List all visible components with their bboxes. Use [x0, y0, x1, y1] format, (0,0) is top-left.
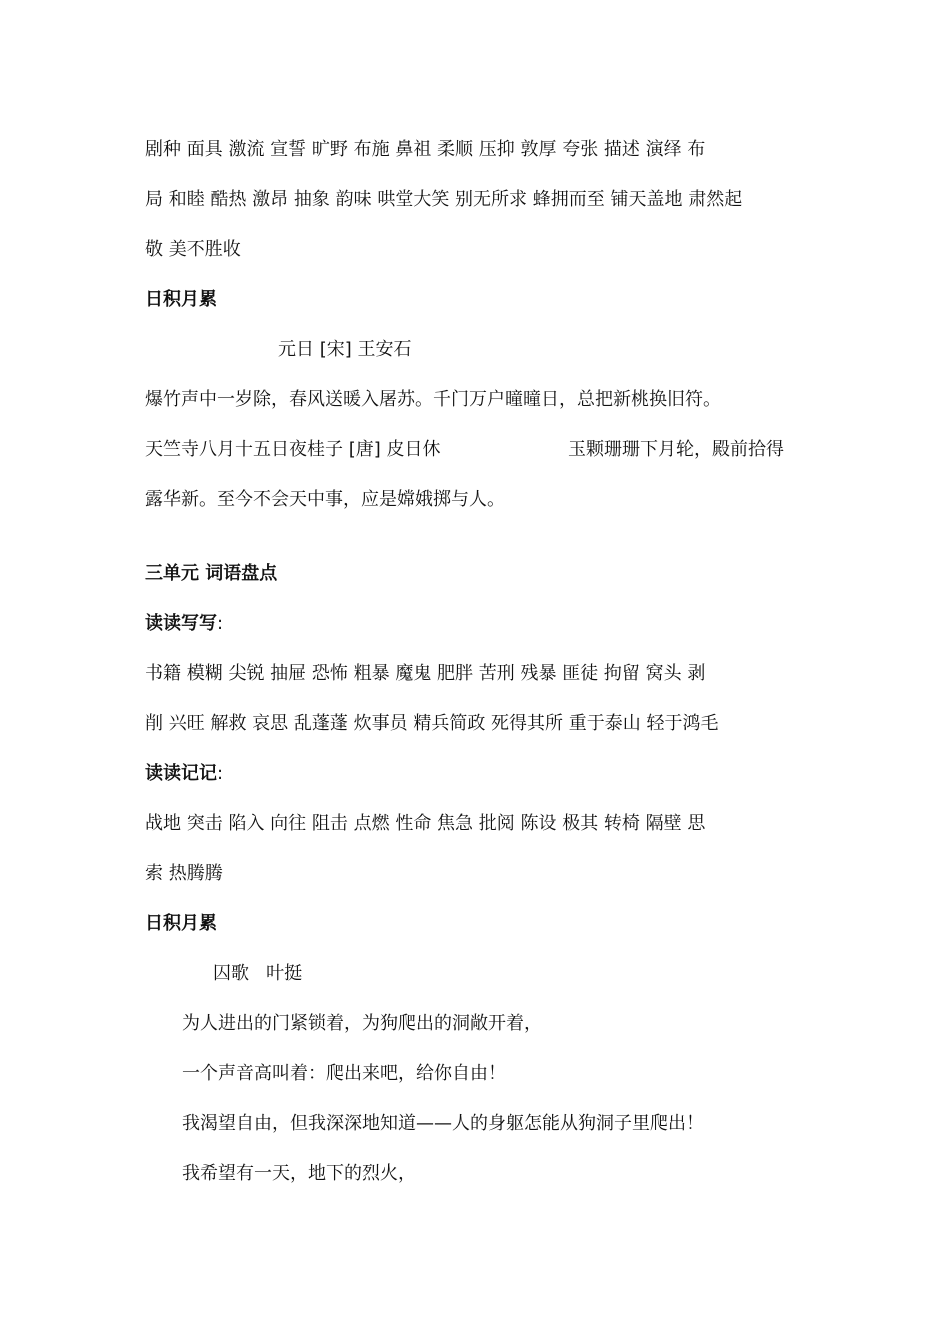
- poem-line: 我希望有一天，地下的烈火，: [182, 1163, 416, 1184]
- unit-heading: 三单元 词语盘点: [145, 563, 278, 584]
- poem-text: 爆竹声中一岁除，春风送暖入屠苏。千门万户曈曈日，总把新桃换旧符。: [145, 389, 721, 410]
- word-list-line: 敬 美不胜收: [145, 239, 241, 260]
- word-list-line: 战地 突击 陷入 向往 阻击 点燃 性命 焦急 批阅 陈设 极其 转椅 隔壁 思: [145, 813, 706, 834]
- word-list-line: 索 热腾腾: [145, 863, 223, 884]
- section-heading-label: 读读写写: [145, 613, 217, 634]
- poem-line: 我渴望自由，但我深深地知道——人的身躯怎能从狗洞子里爬出！: [182, 1113, 704, 1134]
- section-heading-riji: 日积月累: [145, 289, 217, 310]
- poem-text: 玉颗珊珊下月轮，殿前拾得: [568, 439, 784, 460]
- poem-title: 元日 [宋] 王安石: [278, 339, 412, 360]
- word-list-line: 书籍 模糊 尖锐 抽屉 恐怖 粗暴 魔鬼 肥胖 苦刑 残暴 匪徒 拘留 窝头 剥: [145, 663, 706, 684]
- poem-title: 囚歌 叶挺: [213, 963, 303, 984]
- word-list-line: 剧种 面具 激流 宣誓 旷野 布施 鼻祖 柔顺 压抑 敦厚 夸张 描述 演绎 布: [145, 139, 706, 160]
- poem-title: 天竺寺八月十五日夜桂子 [唐] 皮日休: [145, 439, 441, 460]
- poem-line: 为人进出的门紧锁着，为狗爬出的洞敞开着，: [182, 1013, 542, 1034]
- section-heading-label: 读读记记: [145, 763, 217, 784]
- heading-colon: :: [217, 613, 224, 634]
- section-heading-duji: [145, 762, 223, 786]
- word-list-line: 局 和睦 酷热 激昂 抽象 韵味 哄堂大笑 别无所求 蜂拥而至 铺天盖地 肃然起: [145, 189, 743, 210]
- section-heading-riji: 日积月累: [145, 913, 217, 934]
- section-heading-duxie: [145, 612, 223, 636]
- poem-line: 一个声音高叫着：爬出来吧，给你自由！: [182, 1063, 506, 1084]
- poem-text: 露华新。至今不会天中事，应是嫦娥掷与人。: [145, 489, 505, 510]
- word-list-line: 削 兴旺 解救 哀思 乱蓬蓬 炊事员 精兵简政 死得其所 重于泰山 轻于鸿毛: [145, 713, 719, 734]
- heading-colon: :: [217, 763, 224, 784]
